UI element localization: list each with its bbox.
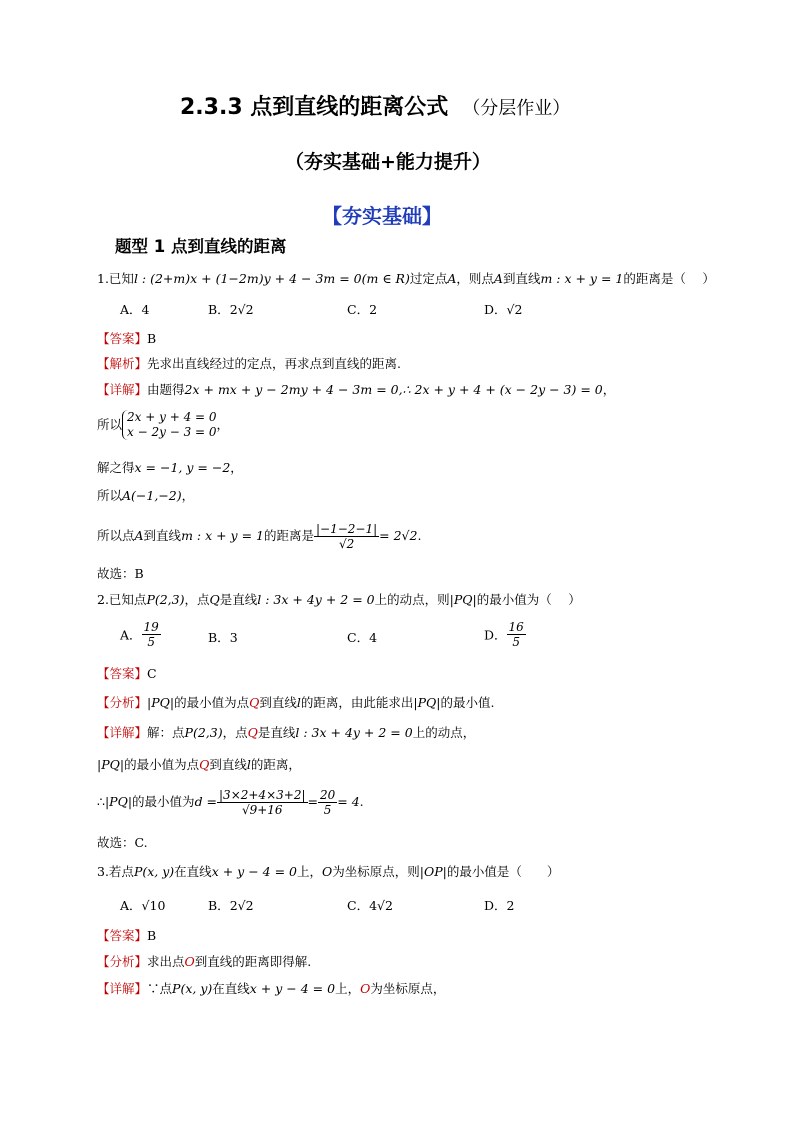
page-title xyxy=(180,90,570,121)
q1-answer: 【答案】B xyxy=(97,331,157,346)
q1-system: 所以 2x + y + 4 = 0 x − 2y − 3 = 0 ， xyxy=(97,410,230,439)
q1-point-result: 所以A(−1,−2)， xyxy=(97,488,195,503)
title-suffix: （分层作业） xyxy=(462,98,571,119)
q2-option-c: C．4 xyxy=(347,630,378,645)
q2-stem: 2.已知点P(2,3)，点Q是直线l : 3x + 4y + 2 = 0上的动点，则|PQ|的最小值为（ ） xyxy=(97,592,581,607)
q1-option-a: A．4 xyxy=(120,302,150,317)
q1-detail: 【详解】由题得2x + mx + y − 2my + 4 − 3m = 0,∴ 2x + y + 4 + (x − 2y − 3) = 0， xyxy=(97,382,616,397)
q1-distance: 所以点A到直线m : x + y = 1的距离是 $\frac{|-1-2-1|}{√2}$ = 2√2. xyxy=(97,522,422,551)
answer-tag: 【答案】 xyxy=(97,331,148,346)
q1-line-m: m : x + y = 1 xyxy=(540,271,624,286)
q2-option-d: D． $\frac{16}{5}$ xyxy=(484,620,524,649)
equation-system: 2x + y + 4 = 0 x − 2y − 3 = 0 xyxy=(122,410,217,440)
q1-option-b: B．2√2 xyxy=(208,302,254,317)
q2-analysis: 【分析】|PQ|的最小值为点Q到直线l的距离，由此能求出|PQ|的最小值. xyxy=(97,695,495,710)
q1-choice: 故选：B xyxy=(97,566,144,581)
q2-detail-line3: ∴|PQ|的最小值为d = $\frac{|3\times 2+4\times 3+2|}{√9+16}$ = $\frac{20}{5}$ = 4. xyxy=(97,788,364,817)
q1-option-c: C．2 xyxy=(347,302,378,317)
q3-answer: 【答案】B xyxy=(97,928,157,943)
q3-detail: 【详解】∵点P(x, y)在直线x + y − 4 = 0上，O为坐标原点， xyxy=(97,981,446,996)
distance-fraction: $\frac{|-1-2-1|}{√2}$ xyxy=(316,522,378,551)
q3-analysis: 【分析】求出点O到直线的距离即得解. xyxy=(97,954,312,969)
q1-stem-mid: 过定点 xyxy=(409,271,448,286)
topic-heading: 题型 1 点到直线的距离 xyxy=(115,237,287,256)
q1-option-d: D．√2 xyxy=(484,302,523,317)
detail-tag: 【详解】 xyxy=(97,382,148,397)
analysis-tag: 【解析】 xyxy=(97,356,148,371)
q1-line-l: l : (2+m)x + (1−2m)y + 4 − 3m = 0(m ∈ R) xyxy=(133,271,410,286)
q2-detail: 【详解】解：点P(2,3)，点Q是直线l : 3x + 4y + 2 = 0上的动点， xyxy=(97,725,476,740)
q2-answer: 【答案】C xyxy=(97,666,157,681)
q2-choice: 故选：C. xyxy=(97,835,148,850)
q1-stem-end: 的距离是（ ） xyxy=(623,271,715,286)
q3-stem: 3.若点P(x, y)在直线x + y − 4 = 0上，O为坐标原点，则|OP|的最小值是（ ） xyxy=(97,864,560,879)
q3-option-d: D．2 xyxy=(484,898,515,913)
q2-detail-line2: |PQ|的最小值为点Q到直线l的距离， xyxy=(97,757,301,772)
q3-option-c: C．4√2 xyxy=(347,898,393,913)
q1-solve: 解之得x = −1, y = −2， xyxy=(97,460,243,475)
section-heading: 【夯实基础】 xyxy=(322,204,442,228)
q1-stem-pre: 1.已知 xyxy=(97,271,134,286)
q1-stem xyxy=(97,270,715,288)
q1-point-a: A xyxy=(447,271,457,286)
title-main: 2.3.3 点到直线的距离公式 xyxy=(180,95,449,120)
q2-option-a: A． $\frac{19}{5}$ xyxy=(120,620,159,649)
q1-stem-mid3: 到直线 xyxy=(502,271,541,286)
q1-point-a-2: A xyxy=(493,271,503,286)
page-subtitle: （夯实基础+能力提升） xyxy=(285,151,491,173)
q3-option-b: B．2√2 xyxy=(208,898,254,913)
q2-option-b: B．3 xyxy=(208,630,238,645)
q3-option-a: A．√10 xyxy=(120,898,166,913)
q1-stem-mid2: ，则点 xyxy=(456,271,494,286)
q1-analysis: 【解析】先求出直线经过的定点，再求点到直线的距离. xyxy=(97,356,401,371)
